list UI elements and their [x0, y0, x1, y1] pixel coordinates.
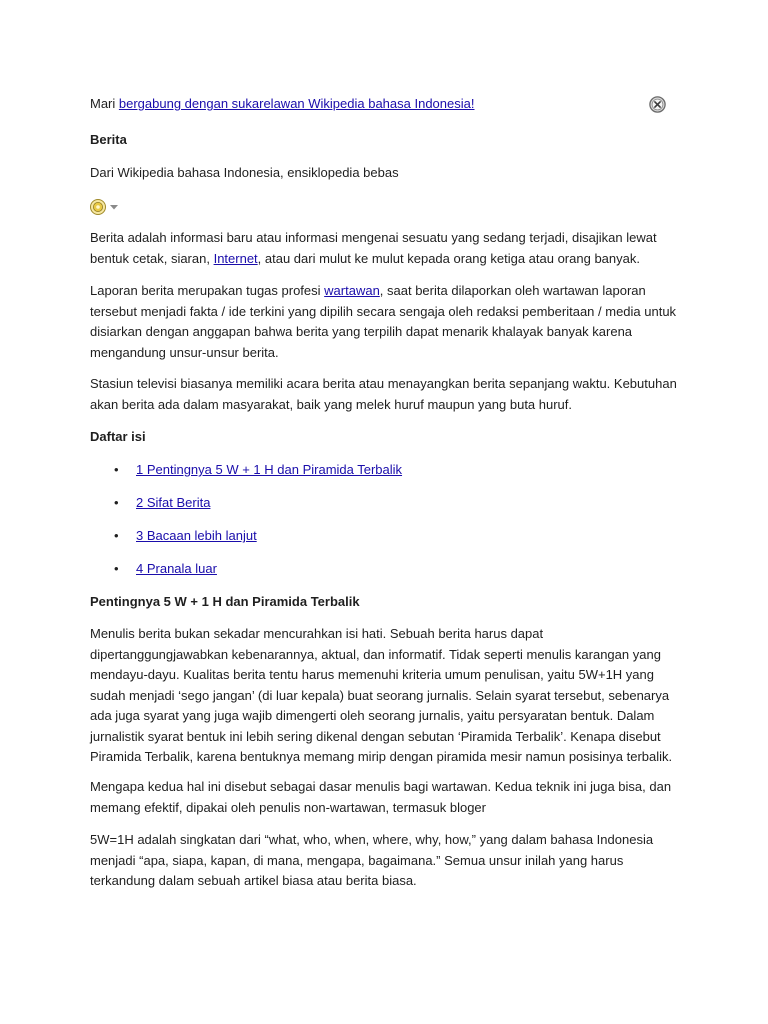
bullet: •	[114, 462, 119, 477]
bullet: •	[114, 561, 119, 576]
paragraph-mengapa: Mengapa kedua hal ini disebut sebagai dasar menulis bagi wartawan. Kedua teknik ini juga bisa, dan memang efektif, dipakai oleh penulis non-wartawan, termasuk bloger	[90, 779, 672, 815]
page-subtitle: Dari Wikipedia bahasa Indonesia, ensiklopedia bebas	[90, 165, 399, 180]
paragraph-intro: Berita adalah informasi baru atau informasi mengenai sesuatu yang sedang terjadi, disajikan lewat bentuk cetak, siaran, Internet, atau dari mulut ke mulut kepada orang ketiga atau orang banyak.	[90, 230, 657, 266]
wartawan-link[interactable]: wartawan	[324, 283, 380, 298]
section-heading: Pentingnya 5 W + 1 H dan Piramida Terbalik	[90, 594, 360, 609]
bullet: •	[114, 495, 119, 510]
page-title: Berita	[90, 132, 127, 147]
toc-title: Daftar isi	[90, 429, 146, 444]
paragraph-stasiun: Stasiun televisi biasanya memiliki acara berita atau menayangkan berita sepanjang waktu. Kebutuhan akan berita ada dalam masyarakat, baik yang melek huruf maupun yang buta huruf.	[90, 376, 677, 412]
toc-item	[90, 493, 210, 513]
paragraph-menulis: Menulis berita bukan sekadar mencurahkan isi hati. Sebuah berita harus dapat dipertanggungjawabkan kebenarannya, aktual, dan informatif. Tidak seperti menulis karangan yang mendayu-dayu. Kualitas berita tentu harus memenuhi kriteria umum penulisan, yaitu 5W+1H yang sudah menjadi ‘sego jangan’ (di luar kepala) buat seorang jurnalis. Selain syarat tersebut, sebenarya ada juga syarat yang juga wajib dimengerti oleh seorang jurnalis, yaitu persyaratan bentuk. Dalam jurnalistik syarat bentuk ini lebih sering dikenal dengan sebutan ‘Piramida Terbalik’. Kenapa disebut Piramida Terbalik, karena bentuknya memang mirip dengan piramida mesir namun posisinya terbalik.	[90, 626, 673, 764]
toc-link-3[interactable]: 3 Bacaan lebih lanjut	[136, 528, 257, 543]
toc-link-1[interactable]: 1 Pentingnya 5 W + 1 H dan Piramida Terbalik	[136, 462, 403, 477]
paragraph-laporan: Laporan berita merupakan tugas profesi wartawan, saat berita dilaporkan oleh wartawan laporan tersebut menjadi fakta / ide terkini yang dipilih secara sengaja oleh redaksi pemberitaan / media untuk disiarkan dengan anggapan bahwa berita yang terpilih dapat menarik khalayak banyak karena mengandung unsur-unsur berita.	[90, 283, 677, 360]
language-settings-icon	[89, 198, 123, 216]
volunteer-link[interactable]: bergabung dengan sukarelawan Wikipedia bahasa Indonesia!	[118, 96, 475, 111]
bullet: •	[114, 528, 119, 543]
toc-link-4[interactable]: 4 Pranala luar	[136, 561, 217, 576]
close-icon[interactable]	[649, 96, 666, 113]
banner-prefix: Mari	[90, 96, 119, 111]
paragraph-5w1h: 5W=1H adalah singkatan dari “what, who, when, where, why, how,” yang dalam bahasa Indonesia menjadi “apa, siapa, kapan, di mana, mengapa, bagaimana.” Semua unsur inilah yang harus terkandung dalam sebuah artikel biasa atau berita biasa.	[90, 832, 654, 888]
toc-item	[90, 526, 257, 546]
toc-item	[90, 460, 402, 480]
toc-item	[90, 559, 217, 579]
toc-link-2[interactable]: 2 Sifat Berita	[136, 495, 211, 510]
internet-link[interactable]: Internet	[213, 250, 258, 266]
chevron-down-icon	[110, 205, 118, 210]
language-settings-button[interactable]	[89, 198, 123, 216]
volunteer-banner	[90, 94, 680, 115]
